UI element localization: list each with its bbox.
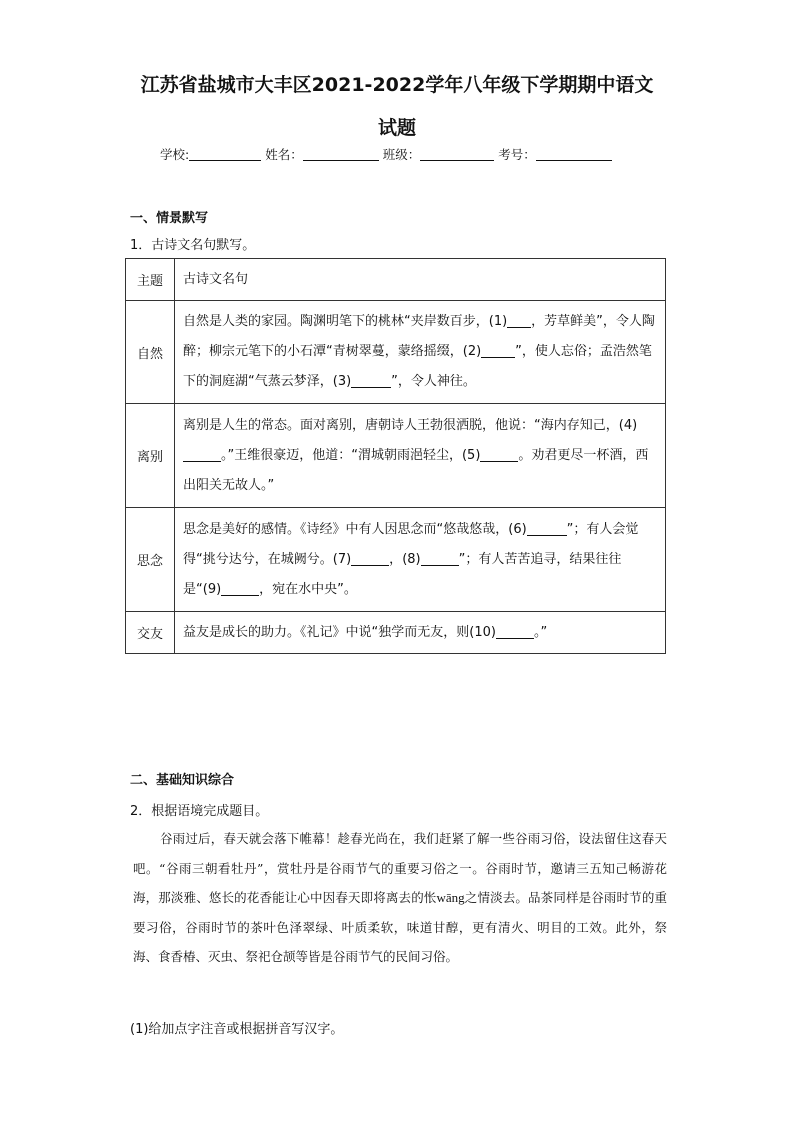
reading-passage: 谷雨过后，春天就会落下帷幕！趁春光尚在，我们赶紧了解一些谷雨习俗，设法留住这春天吧。“谷雨三朝看牡丹”，赏牡丹是谷雨节气的重要习俗之一。谷雨时节，邀请三五知己畅游花海，那淡雅、悠长的花香能让心中因春天即将离去的怅wāng之情淡去。品茶同样是谷雨时节的重要习俗，谷雨时节的茶叶色泽翠绿、叶质柔软，味道甘醇，更有清火、明目的工效。此外，祭海、食香椿、灭虫、祭祀仓颉等皆是谷雨节气的民间习俗。 <box>133 831 667 965</box>
poem-table <box>125 258 666 654</box>
blank-label: (4) <box>618 417 638 433</box>
question-2: 2．根据语境完成题目。 <box>130 804 269 819</box>
school-blank[interactable] <box>189 148 261 161</box>
header-topic: 主题 <box>126 259 175 301</box>
blank-label: (7) <box>332 551 352 567</box>
answer-blank[interactable] <box>351 373 391 388</box>
row-topic: 交友 <box>126 612 175 654</box>
student-info <box>160 145 612 163</box>
name-label: 姓名： <box>265 147 303 162</box>
row-content: 益友是成长的助力。《礼记》中说“独学而无友，则(10) 。” <box>175 612 666 654</box>
answer-blank[interactable] <box>481 343 515 358</box>
row-content: 自然是人类的家园。陶渊明笔下的桃林“夹岸数百步，(1) ，芳草鲜美”，令人陶醉；柳宗元笔下的小石潭“青树翠蔓，蒙络摇缀，(2) ”，使人忘俗；孟浩然笔下的洞庭湖“气蒸云梦泽，(3) ”，令人神往。 <box>175 301 666 404</box>
row-content: 思念是美好的感情。《诗经》中有人因思念而“悠哉悠哉，(6) ”；有人会觉得“挑兮达兮，在城阙兮。(7) ，(8) ”；有人苦苦追寻，结果往往是“(9) ，宛在水中央”。 <box>175 508 666 612</box>
table-row <box>126 404 666 508</box>
row-content: 离别是人生的常态。面对离别，唐朝诗人王勃很洒脱，他说：“海内存知己，(4)。”王维很豪迈，他道：“渭城朝雨浥轻尘，(5) 。劝君更尽一杯酒，西出阳关无故人。” <box>175 404 666 508</box>
blank-label: (3) <box>332 374 352 389</box>
subquestion-1: (1)给加点字注音或根据拼音写汉字。 <box>130 1022 344 1037</box>
answer-blank[interactable] <box>183 447 221 462</box>
answer-blank[interactable] <box>527 521 567 536</box>
pinyin-prompt: wāng <box>436 890 465 906</box>
page-title-line2: 试题 <box>377 117 416 139</box>
header-lines: 古诗文名句 <box>175 259 666 301</box>
table-row <box>126 612 666 654</box>
answer-blank[interactable] <box>507 313 531 328</box>
exam-no-label: 考号： <box>498 147 536 162</box>
row-topic: 思念 <box>126 508 175 612</box>
blank-label: (5) <box>461 447 481 463</box>
blank-label: (9) <box>202 581 222 597</box>
row-topic: 自然 <box>126 301 175 404</box>
blank-label: (2) <box>462 344 482 359</box>
question-1: 1．古诗文名句默写。 <box>130 238 256 253</box>
section2-heading: 二、基础知识综合 <box>130 773 235 788</box>
page-title: 江苏省盐城市大丰区2021-2022学年八年级下学期期中语文 <box>140 74 654 96</box>
row-topic: 离别 <box>126 404 175 508</box>
section1-heading: 一、情景默写 <box>130 211 209 226</box>
answer-blank[interactable] <box>351 551 389 566</box>
answer-blank[interactable] <box>421 551 459 566</box>
class-blank[interactable] <box>420 148 494 161</box>
name-blank[interactable] <box>303 148 379 161</box>
blank-label: (1) <box>488 314 508 329</box>
answer-blank[interactable] <box>496 624 534 639</box>
school-label: 学校: <box>160 147 190 162</box>
table-row <box>126 301 666 404</box>
table-header-row <box>126 259 666 301</box>
blank-label: (8) <box>402 551 421 567</box>
table-row <box>126 508 666 612</box>
blank-label: (6) <box>508 521 527 537</box>
answer-blank[interactable] <box>221 581 259 596</box>
class-label: 班级： <box>382 147 421 162</box>
exam-no-blank[interactable] <box>536 148 612 161</box>
answer-blank[interactable] <box>480 447 518 462</box>
blank-label: (10) <box>469 624 496 640</box>
